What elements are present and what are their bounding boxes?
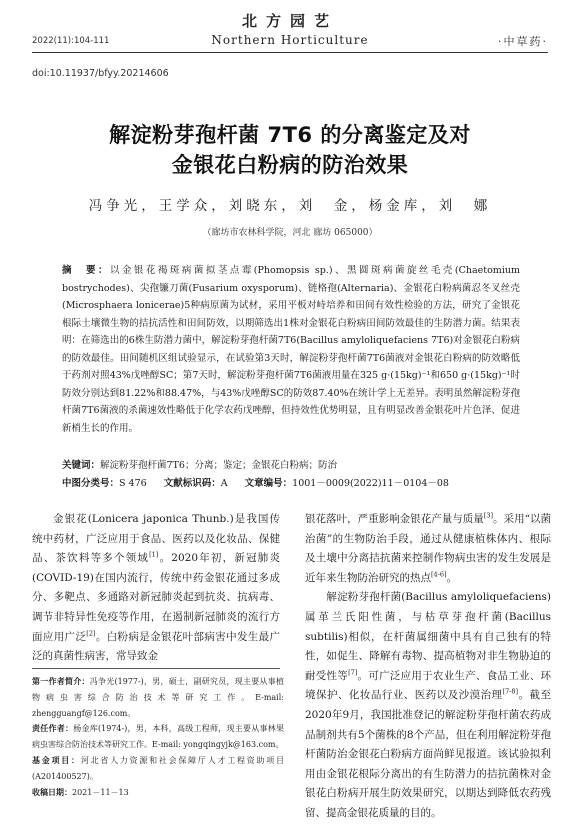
journal-english-title: Northern Horticulture bbox=[211, 33, 369, 47]
article-title-line-2: 金银花白粉病的防治效果 bbox=[171, 153, 409, 177]
doi: doi:10.11937/bfyy.20214606 bbox=[32, 68, 169, 79]
footnote-label: 基金项目： bbox=[32, 755, 81, 765]
footnote-corresponding-author bbox=[32, 721, 284, 753]
journal-title: 北方园艺 bbox=[241, 12, 338, 30]
body-text: 。可广泛应用于农业生产、食品工业、环境保护、化妆品行业、医药以及沙漠治理 bbox=[305, 669, 552, 702]
citation-ref[interactable]: [3] bbox=[483, 511, 494, 520]
clc-label: 中图分类号： bbox=[62, 478, 120, 489]
affiliation: （廊坊市农林科学院，河北 廊坊 065000） bbox=[202, 228, 378, 238]
article-number-label: 文章编号： bbox=[244, 478, 293, 489]
citation-ref[interactable]: [2] bbox=[86, 629, 96, 638]
citation-ref[interactable]: [1] bbox=[149, 550, 159, 559]
keywords bbox=[62, 458, 520, 474]
paragraph bbox=[305, 510, 551, 588]
article-title-line-1: 解淀粉芽孢杆菌 7T6 的分离鉴定及对 bbox=[109, 123, 471, 147]
footnote-label: 责任作者： bbox=[32, 724, 74, 734]
doc-code-label: 文献标识码： bbox=[163, 478, 221, 489]
abstract-label: 摘 要： bbox=[62, 265, 110, 276]
clc-value: S 476 bbox=[119, 478, 147, 489]
header-divider bbox=[32, 52, 548, 53]
body-text: 。截至2020年9月，我国批准登记的解淀粉芽孢杆菌农药成品制剂共有5个菌株的8个产品，但在利用解淀粉芽孢杆菌防治金银花白粉病方面尚鲜见报道。该试验拟利用由金银花根际分离出的有生防潜力的拮抗菌株对金银花白粉病开展生防效果研究，以期达到降低农药残留、提高金银花质量的目的。 bbox=[305, 689, 551, 819]
body-text: 。采用“以菌治菌”的生物防治手段，通过从健康植株体内、根际及土壤中分离拮抗菌来控制作物病虫害的发生发展是近年来生物防治研究的热点 bbox=[305, 513, 552, 584]
footnote-received-date bbox=[32, 785, 284, 801]
right-column-body bbox=[305, 510, 551, 824]
body-text: 银花落叶，严重影响金银花产量与质量 bbox=[305, 513, 484, 525]
article-number-value: 1001－0009(2022)11－0104－08 bbox=[292, 478, 449, 489]
section-tag: ·中草药· bbox=[498, 35, 548, 48]
footnote-text: 杨金库(1974-)，男，本科，高级工程师，现主要从事林果病虫害综合防治技术等研究工作。E-mail: yongqingyjk@163.com。 bbox=[32, 724, 285, 750]
issue-info: 2022(11):104-111 bbox=[32, 36, 110, 46]
keywords-label: 关键词： bbox=[62, 460, 101, 471]
footnote-divider bbox=[32, 668, 280, 669]
footnotes bbox=[32, 674, 284, 800]
body-text: 金银花(Lonicera japonica Thunb.)是我国传统中药材，广泛应用于食品、医药以及化妆品、保健品、茶饮料等多个领域 bbox=[32, 513, 280, 565]
citation-ref[interactable]: [7-8] bbox=[502, 687, 519, 696]
footnote-funding bbox=[32, 753, 284, 785]
citation-ref[interactable]: [4-6] bbox=[431, 570, 447, 579]
abstract-text: 以金银花褐斑病菌拟茎点霉(Phomopsis sp.)、黑圆斑病菌旋丝毛壳(Chaetomium bostrychodes)、尖孢镰刀菌(Fusarium oxysporum)、链格孢(Alternaria)、金银花白粉病菌忍冬叉丝壳(Microsphaera lonicerae)5种病原菌为试材，采用平板对峙培养和田间有效性检验的方法，研究了金银花根际土壤微生物的拮抗活性和田间防效，以期筛选出1株对金银花白粉病田间防效最佳的生防潜力菌。结果表明：在筛选出的6株生防潜力菌中，解淀粉芽孢杆菌7T6(Bacillus amyloliquefaciens 7T6)对金银花白粉病的防效最佳。田间随机区组试验显示，在试验第3天时，解淀粉芽孢杆菌7T6菌液对金银花白粉病的防效略低于药剂对照43%戊唑醇SC；第7天时，解淀粉芽孢杆菌7T6菌液用量在325 g·(15kg)⁻¹和650 g·(15kg)⁻¹时防效分别达到81.22%和88.47%，与43%戊唑醇SC的防效87.40%在统计学上无差异。表明虽然解淀粉芽孢杆菌7T6菌液的杀菌速效性略低于化学农药戊唑醇，但持效性优势明显，且有明显改善金银花叶片色泽、促进新梢生长的作用。 bbox=[62, 265, 520, 434]
body-text: 。白粉病是金银花叶部病害中发生最广泛的真菌性病害，常导致金 bbox=[32, 630, 281, 663]
abstract bbox=[62, 262, 520, 437]
footnote-label: 收稿日期： bbox=[32, 787, 72, 797]
footnote-text: 河北省人力资源和社会保障厅人才工程资助项目(A201400527)。 bbox=[32, 755, 285, 781]
footnote-first-author bbox=[32, 674, 284, 721]
paragraph bbox=[305, 588, 551, 823]
classification-line bbox=[62, 476, 542, 492]
body-text: 。2020年初，新冠肺炎(COVID-19)在国内流行，传统中药金银花通过多成分、多靶点、多通路对新冠肺炎起到抗炎、抗病毒、调节非特异性免疫等作用，在遏制新冠肺炎的流行方面应用广泛 bbox=[32, 552, 280, 643]
footnote-text: 冯争光(1977-)，男，硕士，副研究员，现主要从事植物病虫害综合防治技术等研究工作。E-mail: zhengguangf@126.com。 bbox=[32, 677, 284, 718]
left-column-body bbox=[32, 510, 280, 667]
body-text: 解淀粉芽孢杆菌(Bacillus amyloliquefaciens)属革兰氏阳性菌，与枯草芽孢杆菌(Bacillus subtilis)相似，在杆菌属细菌中具有自己独有的特性，如促生、降解有毒物、提高植物对非生物胁迫的耐受性等 bbox=[305, 591, 551, 682]
body-text: 。 bbox=[446, 571, 458, 584]
doc-code-value: A bbox=[220, 478, 228, 489]
citation-ref[interactable]: [7] bbox=[348, 668, 358, 677]
footnote-text: 2021－11－13 bbox=[72, 787, 129, 797]
keywords-text: 解淀粉芽孢杆菌7T6；分离；鉴定；金银花白粉病；防治 bbox=[100, 460, 337, 471]
footnote-label: 第一作者简介： bbox=[32, 677, 90, 686]
author-list: 冯争光，王学众，刘晓东，刘 金，杨金库，刘 娜 bbox=[88, 198, 492, 214]
